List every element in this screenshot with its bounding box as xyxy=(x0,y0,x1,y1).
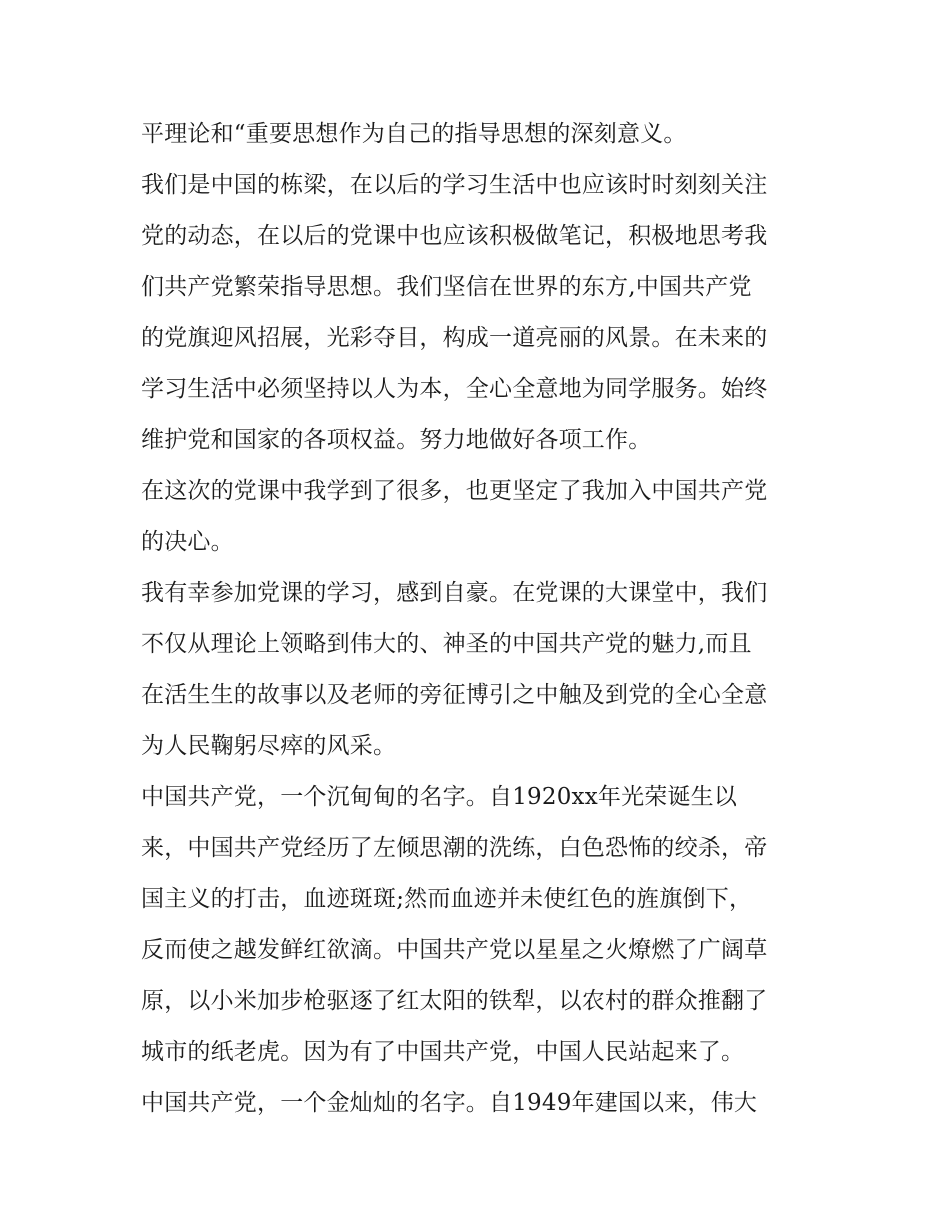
text-line: 在这次的党课中我学到了很多，也更坚定了我加入中国共产党 xyxy=(141,478,768,504)
text-line: 不仅从理论上领略到伟大的、神圣的中国共产党的魅力,而且 xyxy=(141,631,752,657)
text-line: 国主义的打击，血迹斑斑;然而血迹并未使红色的旌旗倒下， xyxy=(141,886,753,912)
text-line: 原，以小米加步枪驱逐了红太阳的铁犁，以农村的群众推翻了 xyxy=(141,988,768,1014)
text-line: 反而使之越发鲜红欲滴。中国共产党以星星之火燎燃了广阔草 xyxy=(141,937,768,963)
text-line: 的决心。 xyxy=(141,529,234,555)
text-line: 我们是中国的栋梁，在以后的学习生活中也应该时时刻刻关注 xyxy=(141,172,768,198)
text-line: 我有幸参加党课的学习，感到自豪。在党课的大课堂中，我们 xyxy=(141,580,768,606)
document-body xyxy=(141,109,831,1129)
text-line: 们共产党繁荣指导思想。我们坚信在世界的东方,中国共产党 xyxy=(141,274,752,300)
text-line: 党的动态，在以后的党课中也应该积极做笔记，积极地思考我 xyxy=(141,223,768,249)
text-line: 平理论和“重要思想作为自己的指导思想的深刻意义。 xyxy=(141,121,687,147)
text-line: 中国共产党，一个沉甸甸的名字。自1920xx年光荣诞生以 xyxy=(141,784,738,810)
text-line: 来，中国共产党经历了左倾思潮的洗练，白色恐怖的绞杀，帝 xyxy=(141,835,768,861)
text-line: 为人民鞠躬尽瘁的风采。 xyxy=(141,733,397,759)
text-line: 中国共产党，一个金灿灿的名字。自1949年建国以来，伟大 xyxy=(141,1090,758,1116)
text-line: 在活生生的故事以及老师的旁征博引之中触及到党的全心全意 xyxy=(141,682,768,708)
text-line: 维护党和国家的各项权益。努力地做好各项工作。 xyxy=(141,427,652,453)
text-line: 的党旗迎风招展，光彩夺目，构成一道亮丽的风景。在未来的 xyxy=(141,325,768,351)
text-line: 城市的纸老虎。因为有了中国共产党，中国人民站起来了。 xyxy=(141,1039,745,1065)
text-line: 学习生活中必须坚持以人为本，全心全意地为同学服务。始终 xyxy=(141,376,768,402)
